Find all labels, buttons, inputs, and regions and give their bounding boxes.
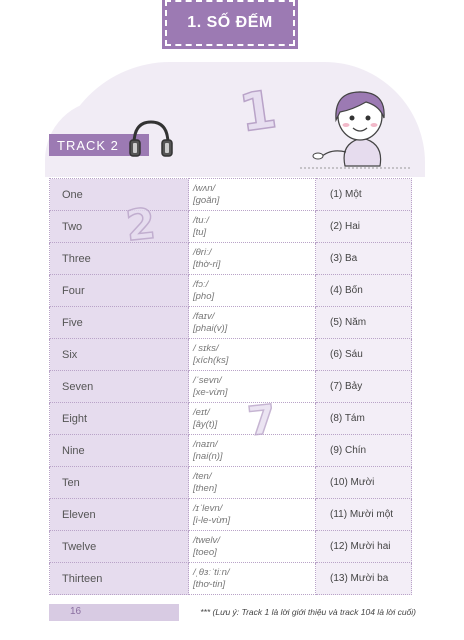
page-number: 16 <box>70 606 82 617</box>
vocab-spelling: [thơ-tin] <box>193 578 226 590</box>
vocab-ipa: /wʌn/ <box>193 182 216 194</box>
vocab-word: Nine <box>50 435 189 467</box>
vocab-row <box>50 563 412 595</box>
footnote: *** (Lưu ý: Track 1 là lời giới thiệu và track 104 là lời cuối) <box>200 607 416 617</box>
vocab-row <box>50 307 412 339</box>
vocab-spelling: [nai(n)] <box>193 450 223 462</box>
vocab-pronunciation <box>189 243 316 275</box>
vocab-word: Seven <box>50 371 189 403</box>
vocab-word: Twelve <box>50 531 189 563</box>
vocab-meaning: (1) Một <box>316 179 412 211</box>
vocab-pronunciation <box>189 339 316 371</box>
vocab-spelling: [xích(ks] <box>193 354 229 366</box>
vocab-pronunciation <box>189 179 316 211</box>
vocab-ipa: /twelv/ <box>193 534 220 546</box>
vocab-meaning: (6) Sáu <box>316 339 412 371</box>
vocab-word: Six <box>50 339 189 371</box>
vocab-meaning: (7) Bảy <box>316 371 412 403</box>
vocab-ipa: /ˈsevn/ <box>193 374 222 386</box>
vocab-spelling: [xe-vừn] <box>193 386 228 398</box>
vocab-ipa: /fɔː/ <box>193 278 209 290</box>
vocab-word: Three <box>50 243 189 275</box>
section-title <box>165 0 295 46</box>
vocab-row <box>50 339 412 371</box>
vocab-pronunciation <box>189 563 316 595</box>
vocab-pronunciation <box>189 211 316 243</box>
vocab-word: Thirteen <box>50 563 189 595</box>
decor-number-2: 2 <box>123 198 158 251</box>
vocab-pronunciation <box>189 371 316 403</box>
vocab-spelling: [pho] <box>193 290 215 302</box>
section-title-text: 1. SỐ ĐẾM <box>187 14 273 31</box>
vocab-word: One <box>50 179 189 211</box>
vocab-pronunciation <box>189 307 316 339</box>
vocabulary-table <box>49 178 412 595</box>
decor-number-7: 7 <box>245 396 279 446</box>
vocab-meaning: (11) Mười một <box>316 499 412 531</box>
vocab-word: Five <box>50 307 189 339</box>
footer-bar <box>49 604 179 621</box>
vocab-word: Eleven <box>50 499 189 531</box>
vocab-ipa: /ɪˈlevn/ <box>193 502 223 514</box>
vocab-pronunciation <box>189 275 316 307</box>
vocab-spelling: [goăn] <box>193 194 220 206</box>
vocab-spelling: [then] <box>193 482 217 494</box>
vocab-spelling: [ây(t)] <box>193 418 218 430</box>
vocab-word: Two <box>50 211 189 243</box>
vocab-ipa: /faɪv/ <box>193 310 215 322</box>
vocab-row <box>50 275 412 307</box>
vocab-row <box>50 467 412 499</box>
vocab-spelling: [tu] <box>193 226 207 238</box>
vocab-pronunciation <box>189 499 316 531</box>
vocab-row <box>50 371 412 403</box>
vocab-word: Four <box>50 275 189 307</box>
vocab-ipa: /tuː/ <box>193 214 209 226</box>
vocab-meaning: (2) Hai <box>316 211 412 243</box>
vocab-word: Ten <box>50 467 189 499</box>
vocab-meaning: (10) Mười <box>316 467 412 499</box>
vocab-ipa: /eɪt/ <box>193 406 210 418</box>
vocab-spelling: [toeo] <box>193 546 217 558</box>
vocab-pronunciation <box>189 467 316 499</box>
vocab-pronunciation <box>189 531 316 563</box>
vocab-word: Eight <box>50 403 189 435</box>
vocab-row <box>50 211 412 243</box>
vocab-ipa: /naɪn/ <box>193 438 218 450</box>
vocab-row <box>50 403 412 435</box>
vocab-meaning: (9) Chín <box>316 435 412 467</box>
vocab-spelling: [i-le-vừn] <box>193 514 231 526</box>
vocab-row <box>50 179 412 211</box>
vocab-row <box>50 435 412 467</box>
track-label-text: TRACK 2 <box>57 137 119 153</box>
vocab-ipa: / sɪks/ <box>193 342 219 354</box>
vocab-meaning: (5) Năm <box>316 307 412 339</box>
vocab-ipa: /ten/ <box>193 470 212 482</box>
girl-mascot <box>300 88 415 170</box>
vocab-meaning: (12) Mười hai <box>316 531 412 563</box>
vocab-ipa: /ˌθɜːˈtiːn/ <box>193 566 230 578</box>
vocab-meaning: (3) Ba <box>316 243 412 275</box>
vocab-row <box>50 499 412 531</box>
headphones-icon <box>128 118 174 160</box>
vocab-spelling: [phai(v)] <box>193 322 228 334</box>
vocab-meaning: (8) Tám <box>316 403 412 435</box>
vocab-row <box>50 531 412 563</box>
decor-number-1: 1 <box>236 79 281 145</box>
vocab-ipa: /θriː/ <box>193 246 212 258</box>
vocab-meaning: (4) Bốn <box>316 275 412 307</box>
vocab-row <box>50 243 412 275</box>
vocab-meaning: (13) Mười ba <box>316 563 412 595</box>
vocab-spelling: [thờ-ri] <box>193 258 221 270</box>
